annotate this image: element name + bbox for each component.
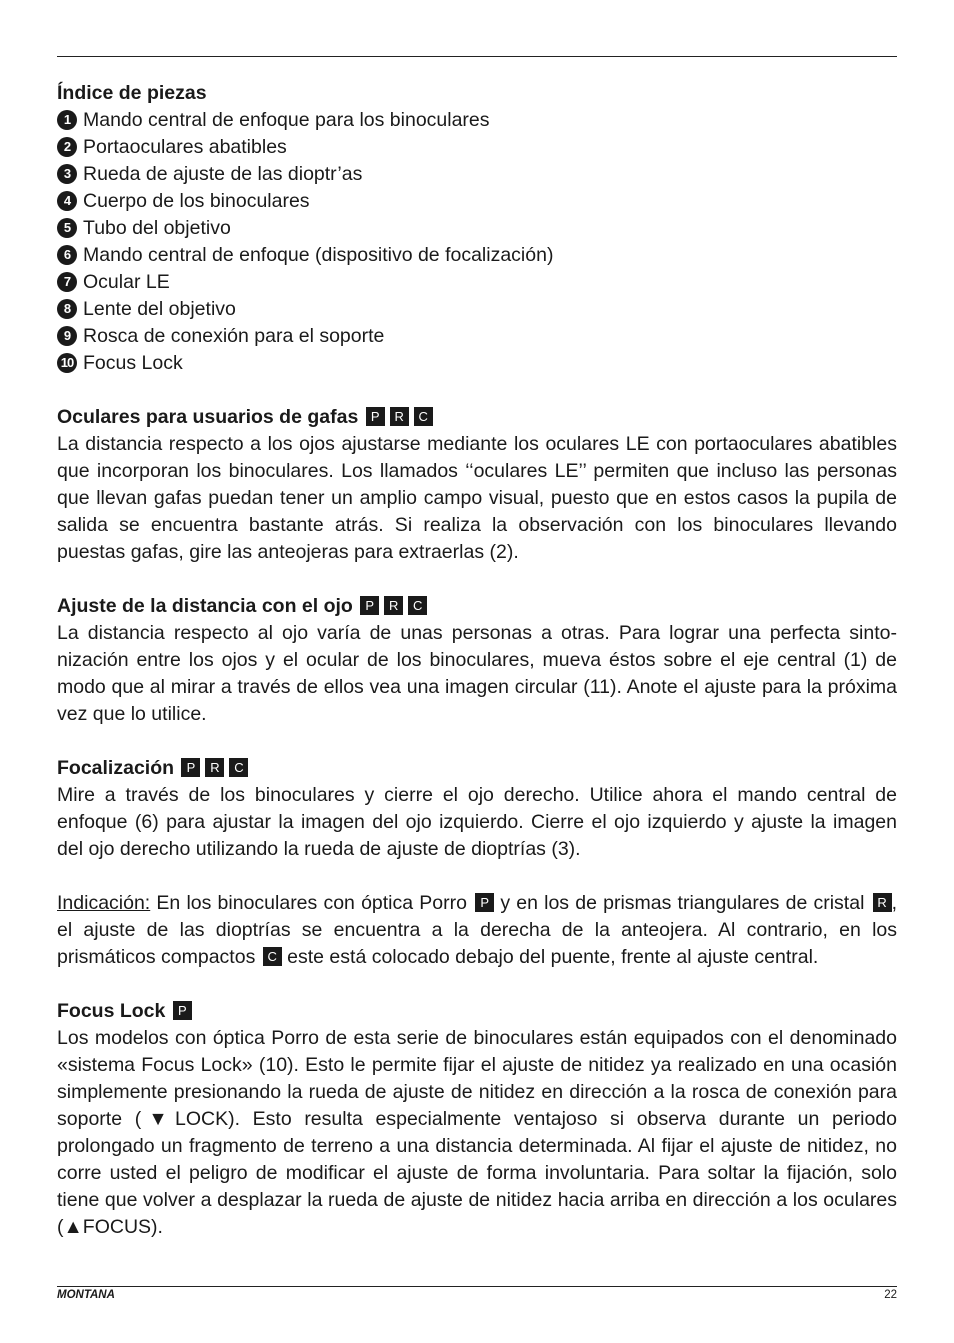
parts-list-item: 1 Mando central de enfoque para los binoculares: [57, 107, 897, 134]
compact-badge-icon: C: [229, 758, 248, 777]
roof-badge-icon: R: [384, 596, 403, 615]
parts-list-item: 5 Tubo del objetivo: [57, 215, 897, 242]
section-heading-focus-lock: Focus Lock P: [57, 998, 897, 1025]
number-10-icon: 10: [57, 353, 77, 373]
note-label: Indicación:: [57, 892, 151, 914]
spacer: [57, 566, 897, 593]
section-body-focus-lock: Los modelos con óptica Porro de esta serie de binoculares están equipados con el denominado «sistema Focus Lock» (10). Esto le permite fijar el ajuste de nitidez ya realizado en una ocasión simplemente presionando la rueda de ajuste de nitidez en dirección a la rosca de conexión para soporte (▼LOCK). Esto resulta especialmente ventajoso si observa durante un periodo prolongado un fragmento de terreno a una distancia determinada. Al fijar el ajuste de nitidez, no corre usted el peligro de modificar el ajuste de forma involuntaria. Para soltar la fijación, solo tiene que volver a desplazar la rueda de ajuste de nitidez hacia arriba en dirección a los oculares (▲FOCUS).: [57, 1027, 897, 1238]
parts-list-item: 9 Rosca de conexión para el soporte: [57, 323, 897, 350]
page-number: 22: [884, 1289, 897, 1301]
footer-brand: MONTANA: [57, 1289, 115, 1301]
parts-list: [57, 107, 897, 377]
compact-badge-icon: C: [408, 596, 427, 615]
page-content: [57, 80, 897, 1241]
parts-list-item: 10 Focus Lock: [57, 350, 897, 377]
note-paragraph: Indicación: En los binoculares con óptica Porro P y en los de prismas triangulares de cristal R , el ajuste de las dioptrías se encuentra a la derecha de la anteojera. Al contrario, en los prismáticos compactos C este está colocado debajo del puente, frente al ajuste central.: [57, 892, 898, 968]
section-heading-focusing: Focalización P R C: [57, 755, 897, 782]
porro-badge-icon: P: [475, 893, 494, 912]
compact-badge-icon: C: [263, 947, 282, 966]
spacer: [57, 971, 897, 998]
parts-list-item: 7 Ocular LE: [57, 269, 897, 296]
number-1-icon: 1: [57, 110, 77, 130]
parts-list-item: 4 Cuerpo de los binoculares: [57, 188, 897, 215]
number-5-icon: 5: [57, 218, 77, 238]
parts-list-item: 6 Mando central de enfoque (dispositivo de focalización): [57, 242, 897, 269]
section-heading-eye-distance: Ajuste de la distancia con el ojo P R C: [57, 593, 897, 620]
bottom-rule: [57, 1286, 897, 1287]
number-4-icon: 4: [57, 191, 77, 211]
section-body-eyeglasses: La distancia respecto a los ojos ajustarse mediante los oculares LE con portaoculares abatibles que incorporan los binoculares. Los llamados ‘‘oculares LE’’ permiten que incluso las personas que llevan gafas puedan tener un amplio campo visual, puesto que en estos casos la pupila de salida se encuentra bastante atrás. Si realiza la observación con los binoculares llevando puestas gafas, gire las anteojeras para extraerlas (2).: [57, 433, 897, 563]
number-7-icon: 7: [57, 272, 77, 292]
roof-badge-icon: R: [205, 758, 224, 777]
parts-list-item: 2 Portaoculares abatibles: [57, 134, 897, 161]
spacer: [57, 377, 897, 404]
section-body-eye-distance: La distancia respecto al ojo varía de unas personas a otras. Para lograr una perfecta sintonización entre los ojos y el ocular de los binoculares, mueva éstos sobre el eje central (1) de modo que al mirar a través de ellos vea una imagen circular (11). Anote el ajuste para la próxima vez que lo utilice.: [57, 622, 897, 725]
porro-badge-icon: P: [181, 758, 200, 777]
compact-badge-icon: C: [414, 407, 433, 426]
number-3-icon: 3: [57, 164, 77, 184]
spacer: [57, 728, 897, 755]
parts-list-item: 8 Lente del objetivo: [57, 296, 897, 323]
section-heading-eyeglasses: Oculares para usuarios de gafas P R C: [57, 404, 897, 431]
number-2-icon: 2: [57, 137, 77, 157]
number-9-icon: 9: [57, 326, 77, 346]
roof-badge-icon: R: [873, 893, 892, 912]
section-body-focusing: Mire a través de los binoculares y cierre el ojo derecho. Utilice ahora el mando central de enfoque (6) para ajustar la imagen del ojo izquierdo. Cierre el ojo izquierdo y ajuste la imagen del ojo derecho utilizando la rueda de ajuste de dioptrías (3).: [57, 784, 897, 860]
parts-list-item: 3 Rueda de ajuste de las dioptr’as: [57, 161, 897, 188]
porro-badge-icon: P: [366, 407, 385, 426]
top-rule: [57, 56, 897, 57]
spacer: [57, 863, 897, 890]
roof-badge-icon: R: [390, 407, 409, 426]
number-8-icon: 8: [57, 299, 77, 319]
porro-badge-icon: P: [360, 596, 379, 615]
number-6-icon: 6: [57, 245, 77, 265]
parts-index-title: Índice de piezas: [57, 82, 207, 104]
porro-badge-icon: P: [173, 1001, 192, 1020]
